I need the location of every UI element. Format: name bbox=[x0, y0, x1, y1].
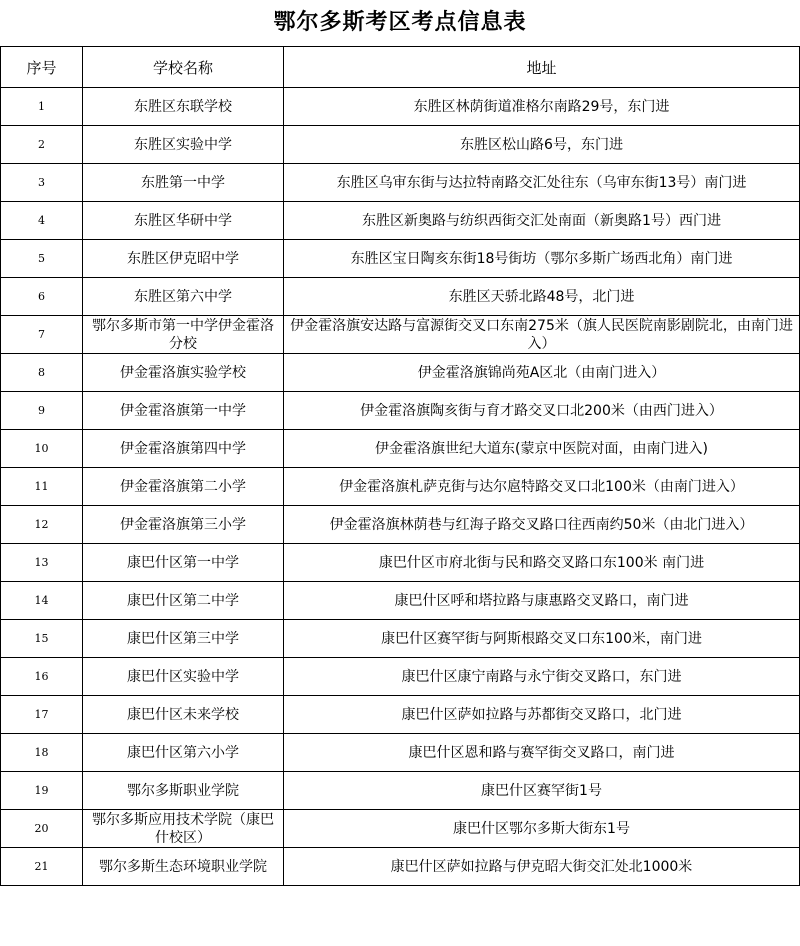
row-address: 东胜区乌审东街与达拉特南路交汇处往东（乌审东街13号）南门进 bbox=[284, 164, 800, 202]
row-school-name: 东胜第一中学 bbox=[83, 164, 284, 202]
row-address: 康巴什区萨如拉路与苏都街交叉路口，北门进 bbox=[284, 696, 800, 734]
row-school-name: 伊金霍洛旗实验学校 bbox=[83, 354, 284, 392]
row-address: 康巴什区恩和路与赛罕街交叉路口，南门进 bbox=[284, 734, 800, 772]
table-row bbox=[1, 506, 800, 544]
table-row bbox=[1, 772, 800, 810]
table-row bbox=[1, 696, 800, 734]
row-num: 9 bbox=[1, 392, 83, 430]
row-address: 东胜区松山路6号，东门进 bbox=[284, 126, 800, 164]
row-address: 东胜区林荫街道准格尔南路29号，东门进 bbox=[284, 88, 800, 126]
header-address: 地址 bbox=[284, 47, 800, 88]
row-num: 17 bbox=[1, 696, 83, 734]
row-school-name: 康巴什区第六小学 bbox=[83, 734, 284, 772]
row-address: 康巴什区市府北街与民和路交叉路口东100米 南门进 bbox=[284, 544, 800, 582]
row-school-name: 鄂尔多斯职业学院 bbox=[83, 772, 284, 810]
row-num: 5 bbox=[1, 240, 83, 278]
row-num: 19 bbox=[1, 772, 83, 810]
row-school-name: 伊金霍洛旗第二小学 bbox=[83, 468, 284, 506]
table-row bbox=[1, 848, 800, 886]
table-row bbox=[1, 164, 800, 202]
row-school-name: 东胜区第六中学 bbox=[83, 278, 284, 316]
table-row bbox=[1, 468, 800, 506]
row-address: 伊金霍洛旗安达路与富源街交叉口东南275米（旗人民医院南影剧院北，由南门进入） bbox=[284, 316, 800, 354]
table-row bbox=[1, 316, 800, 354]
row-address: 康巴什区康宁南路与永宁街交叉路口，东门进 bbox=[284, 658, 800, 696]
exam-site-table bbox=[0, 46, 800, 886]
table-row bbox=[1, 354, 800, 392]
row-school-name: 康巴什区实验中学 bbox=[83, 658, 284, 696]
row-school-name: 东胜区华研中学 bbox=[83, 202, 284, 240]
row-num: 18 bbox=[1, 734, 83, 772]
row-num: 10 bbox=[1, 430, 83, 468]
row-school-name: 鄂尔多斯生态环境职业学院 bbox=[83, 848, 284, 886]
row-num: 6 bbox=[1, 278, 83, 316]
table-row bbox=[1, 810, 800, 848]
row-address: 康巴什区萨如拉路与伊克昭大街交汇处北1000米 bbox=[284, 848, 800, 886]
row-address: 康巴什区赛罕街与阿斯根路交叉口东100米，南门进 bbox=[284, 620, 800, 658]
row-num: 21 bbox=[1, 848, 83, 886]
table-row bbox=[1, 620, 800, 658]
table-row bbox=[1, 582, 800, 620]
row-school-name: 东胜区实验中学 bbox=[83, 126, 284, 164]
table-row bbox=[1, 658, 800, 696]
row-num: 8 bbox=[1, 354, 83, 392]
table-row bbox=[1, 544, 800, 582]
table-row bbox=[1, 392, 800, 430]
row-num: 14 bbox=[1, 582, 83, 620]
row-address: 康巴什区鄂尔多斯大街东1号 bbox=[284, 810, 800, 848]
table-row bbox=[1, 126, 800, 164]
row-num: 12 bbox=[1, 506, 83, 544]
table-row bbox=[1, 734, 800, 772]
row-address: 东胜区天骄北路48号，北门进 bbox=[284, 278, 800, 316]
row-address: 伊金霍洛旗锦尚苑A区北（由南门进入） bbox=[284, 354, 800, 392]
header-num: 序号 bbox=[1, 47, 83, 88]
table-row bbox=[1, 202, 800, 240]
row-address: 东胜区新奥路与纺织西街交汇处南面（新奥路1号）西门进 bbox=[284, 202, 800, 240]
table-body bbox=[1, 88, 800, 886]
row-school-name: 康巴什区第一中学 bbox=[83, 544, 284, 582]
table-row bbox=[1, 88, 800, 126]
table-row bbox=[1, 430, 800, 468]
row-num: 4 bbox=[1, 202, 83, 240]
table-row bbox=[1, 240, 800, 278]
row-address: 东胜区宝日陶亥东街18号街坊（鄂尔多斯广场西北角）南门进 bbox=[284, 240, 800, 278]
row-school-name: 伊金霍洛旗第四中学 bbox=[83, 430, 284, 468]
page-title: 鄂尔多斯考区考点信息表 bbox=[273, 10, 527, 35]
row-address: 康巴什区呼和塔拉路与康惠路交叉路口，南门进 bbox=[284, 582, 800, 620]
row-num: 11 bbox=[1, 468, 83, 506]
row-address: 伊金霍洛旗陶亥街与育才路交叉口北200米（由西门进入） bbox=[284, 392, 800, 430]
row-address: 伊金霍洛旗世纪大道东(蒙京中医院对面，由南门进入) bbox=[284, 430, 800, 468]
row-num: 13 bbox=[1, 544, 83, 582]
row-address: 伊金霍洛旗林荫巷与红海子路交叉路口往西南约50米（由北门进入） bbox=[284, 506, 800, 544]
row-school-name: 鄂尔多斯市第一中学伊金霍洛分校 bbox=[83, 316, 284, 354]
row-num: 16 bbox=[1, 658, 83, 696]
row-num: 2 bbox=[1, 126, 83, 164]
row-school-name: 东胜区伊克昭中学 bbox=[83, 240, 284, 278]
row-num: 3 bbox=[1, 164, 83, 202]
row-school-name: 康巴什区未来学校 bbox=[83, 696, 284, 734]
row-num: 1 bbox=[1, 88, 83, 126]
row-num: 7 bbox=[1, 316, 83, 354]
row-num: 20 bbox=[1, 810, 83, 848]
row-school-name: 伊金霍洛旗第三小学 bbox=[83, 506, 284, 544]
row-num: 15 bbox=[1, 620, 83, 658]
row-school-name: 鄂尔多斯应用技术学院（康巴什校区） bbox=[83, 810, 284, 848]
row-school-name: 康巴什区第二中学 bbox=[83, 582, 284, 620]
table-header-row bbox=[1, 47, 800, 88]
row-school-name: 伊金霍洛旗第一中学 bbox=[83, 392, 284, 430]
row-school-name: 康巴什区第三中学 bbox=[83, 620, 284, 658]
row-school-name: 东胜区东联学校 bbox=[83, 88, 284, 126]
header-school: 学校名称 bbox=[83, 47, 284, 88]
table-row bbox=[1, 278, 800, 316]
row-address: 伊金霍洛旗札萨克街与达尔扈特路交叉口北100米（由南门进入） bbox=[284, 468, 800, 506]
row-address: 康巴什区赛罕街1号 bbox=[284, 772, 800, 810]
